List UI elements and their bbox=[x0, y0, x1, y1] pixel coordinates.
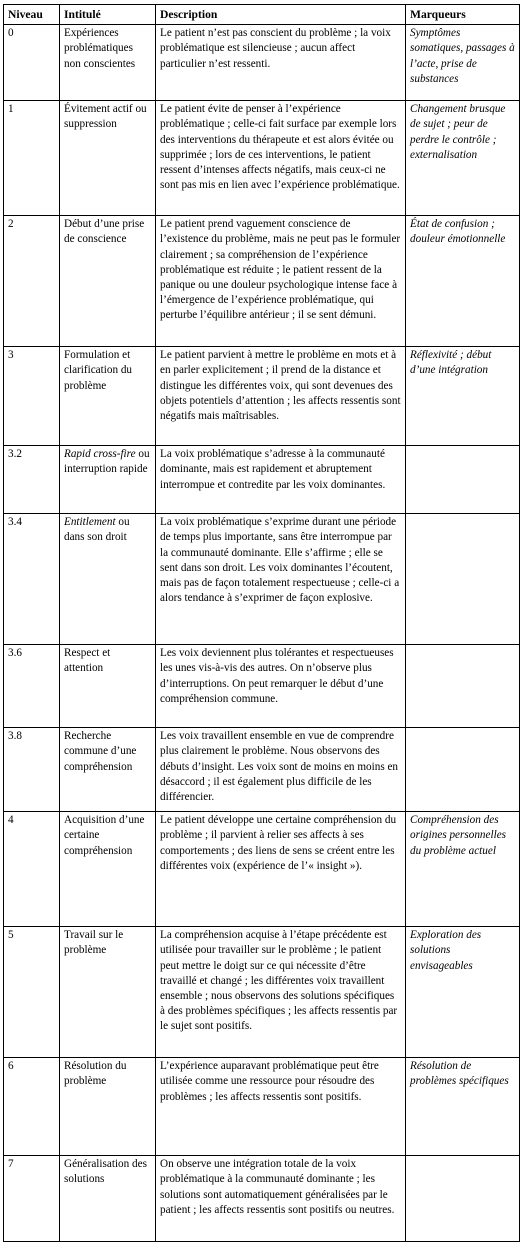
cell-marqueurs bbox=[406, 728, 520, 812]
cell-marqueurs: Changement brusque de sujet ; peur de perdre le contrôle ; externalisation bbox=[406, 101, 520, 216]
cell-niveau: 5 bbox=[4, 927, 60, 1058]
table-row bbox=[4, 645, 520, 728]
cell-description: Les voix deviennent plus tolérantes et respectueuses les unes vis-à-vis des autres. On n’observe plus d’interruptions. On peut remarquer le début d’une compréhension commune. bbox=[156, 645, 406, 728]
intitule-text: Expériences problématiques non conscientes bbox=[64, 27, 136, 70]
cell-marqueurs bbox=[406, 645, 520, 728]
cell-description: Le patient n’est pas conscient du problème ; la voix problématique est silencieuse ; aucun affect particulier n’est ressenti. bbox=[156, 25, 406, 101]
header-niveau: Niveau bbox=[4, 5, 60, 25]
cell-intitule bbox=[60, 728, 156, 812]
cell-intitule bbox=[60, 347, 156, 446]
cell-marqueurs: Exploration des solutions envisageables bbox=[406, 927, 520, 1058]
intitule-emphasis: Rapid cross-fire bbox=[64, 448, 136, 461]
cell-niveau: 7 bbox=[4, 1156, 60, 1242]
intitule-text: Début d’une prise de conscience bbox=[64, 218, 145, 246]
cell-niveau: 0 bbox=[4, 25, 60, 101]
cell-marqueurs: Compréhension des origines personnelles du problème actuel bbox=[406, 812, 520, 927]
intitule-text: Travail sur le problème bbox=[64, 929, 124, 957]
cell-marqueurs: État de confusion ; douleur émotionnelle bbox=[406, 216, 520, 347]
table-row bbox=[4, 927, 520, 1058]
cell-niveau: 2 bbox=[4, 216, 60, 347]
cell-intitule bbox=[60, 514, 156, 645]
cell-marqueurs: Résolution de problèmes spécifiques bbox=[406, 1058, 520, 1156]
header-description: Description bbox=[156, 5, 406, 25]
table-row bbox=[4, 216, 520, 347]
cell-marqueurs bbox=[406, 514, 520, 645]
cell-intitule bbox=[60, 812, 156, 927]
intitule-text: Généralisation des solutions bbox=[64, 1158, 147, 1186]
table-row bbox=[4, 25, 520, 101]
cell-intitule bbox=[60, 645, 156, 728]
header-intitule: Intitulé bbox=[60, 5, 156, 25]
intitule-text: Recherche commune d’une compréhension bbox=[64, 730, 137, 773]
cell-intitule bbox=[60, 446, 156, 514]
intitule-text: Résolution du problème bbox=[64, 1060, 127, 1088]
header-marqueurs: Marqueurs bbox=[406, 5, 520, 25]
cell-intitule bbox=[60, 1058, 156, 1156]
intitule-text: Respect et attention bbox=[64, 647, 111, 675]
cell-niveau: 3.6 bbox=[4, 645, 60, 728]
cell-niveau: 3 bbox=[4, 347, 60, 446]
intitule-text: ou interruption rapide bbox=[64, 448, 150, 476]
cell-niveau: 6 bbox=[4, 1058, 60, 1156]
table-row bbox=[4, 101, 520, 216]
intitule-text: ou dans son droit bbox=[64, 516, 130, 544]
cell-niveau: 3.8 bbox=[4, 728, 60, 812]
intitule-emphasis: Entitlement bbox=[64, 516, 116, 529]
cell-intitule bbox=[60, 927, 156, 1058]
levels-table bbox=[3, 4, 520, 1242]
intitule-text: Évitement actif ou suppression bbox=[64, 103, 147, 131]
table-row bbox=[4, 446, 520, 514]
table-row bbox=[4, 812, 520, 927]
table-row bbox=[4, 1156, 520, 1242]
table-row bbox=[4, 728, 520, 812]
table-row bbox=[4, 514, 520, 645]
table-row bbox=[4, 1058, 520, 1156]
cell-niveau: 1 bbox=[4, 101, 60, 216]
cell-description: Le patient prend vaguement conscience de l’existence du problème, mais ne peut pas le formuler clairement ; sa compréhension de l’expérience problématique est réduite ; le patient ressent de la panique ou une douleur psychologique intense face à l’émergence de l’expérience problématique, qui perturbe l’équilibre antérieur ; il se sent démuni. bbox=[156, 216, 406, 347]
cell-description: Le patient évite de penser à l’expérience problématique ; celle-ci fait surface par exemple lors des interventions du thérapeute et est alors évitée ou supprimée ; lors de ces interventions, le patient ressent d’intenses affects négatifs, mais ceux-ci ne sont pas mis en lien avec l’expérience problématique. bbox=[156, 101, 406, 216]
cell-description: Les voix travaillent ensemble en vue de comprendre plus clairement le problème. Nous observons des débuts d’insight. Les voix sont de moins en moins en désaccord ; il est également plus difficile de les différencier. bbox=[156, 728, 406, 812]
cell-intitule bbox=[60, 25, 156, 101]
table-row bbox=[4, 347, 520, 446]
cell-description: La voix problématique s’adresse à la communauté dominante, mais est rapidement et abruptement interrompue et contredite par les voix dominantes. bbox=[156, 446, 406, 514]
intitule-text: Formulation et clarification du problème bbox=[64, 349, 133, 392]
cell-marqueurs bbox=[406, 446, 520, 514]
intitule-text: Acquisition d’une certaine compréhension bbox=[64, 814, 145, 857]
cell-marqueurs: Symptômes somatiques, passages à l’acte, prise de substances bbox=[406, 25, 520, 101]
table-header-row bbox=[4, 5, 520, 25]
cell-niveau: 4 bbox=[4, 812, 60, 927]
cell-intitule bbox=[60, 101, 156, 216]
cell-niveau: 3.4 bbox=[4, 514, 60, 645]
cell-description: La voix problématique s’exprime durant une période de temps plus importante, sans être interrompue par la communauté dominante. Elle s’affirme ; elle se sent dans son droit. Les voix dominantes l’écoutent, mais pas de façon totalement respectueuse ; celle-ci a alors tendance à s’exprimer de façon explosive. bbox=[156, 514, 406, 645]
cell-niveau: 3.2 bbox=[4, 446, 60, 514]
cell-intitule bbox=[60, 216, 156, 347]
cell-description: La compréhension acquise à l’étape précédente est utilisée pour travailler sur le problème ; le patient peut mettre le doigt sur ce qui nécessite d’être travaillé et changé ; les différentes voix travaillent ensemble ; nous observons des solutions spécifiques à des problèmes spécifiques ; les affects ressentis par le sujet sont positifs. bbox=[156, 927, 406, 1058]
cell-description: L’expérience auparavant problématique peut être utilisée comme une ressource pour résoudre des problèmes ; les affects ressentis sont positifs. bbox=[156, 1058, 406, 1156]
cell-marqueurs: Réflexivité ; début d’une intégration bbox=[406, 347, 520, 446]
cell-marqueurs bbox=[406, 1156, 520, 1242]
cell-description: Le patient parvient à mettre le problème en mots et à en parler explicitement ; il prend de la distance et distingue les différentes voix, qui sont devenues des objets potentiels d’attention ; les affects ressentis sont négatifs mais maîtrisables. bbox=[156, 347, 406, 446]
cell-description: On observe une intégration totale de la voix problématique à la communauté dominante ; les solutions sont automatiquement généralisées par le patient ; les affects ressentis sont positifs ou neutres. bbox=[156, 1156, 406, 1242]
cell-description: Le patient développe une certaine compréhension du problème ; il parvient à relier ses affects à ses comportements ; des liens de sens se créent entre les différentes voix (expérience de l’« insight »). bbox=[156, 812, 406, 927]
cell-intitule bbox=[60, 1156, 156, 1242]
